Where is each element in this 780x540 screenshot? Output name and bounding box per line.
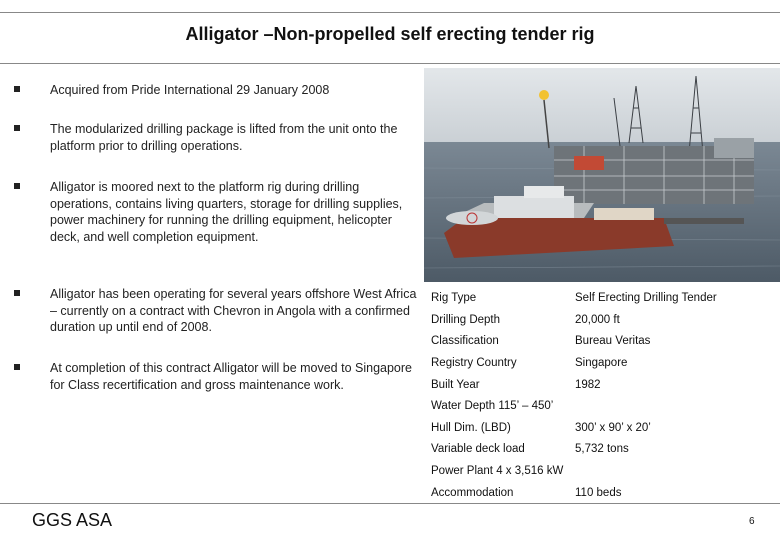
company-name: GGS ASA: [32, 510, 113, 530]
spec-row: [431, 465, 563, 477]
spec-label: Built Year: [431, 379, 480, 391]
spec-label: Drilling Depth: [431, 314, 501, 326]
bullet-marker: [14, 364, 20, 370]
spec-value: 1982: [575, 379, 601, 391]
spec-value: Self Erecting Drilling Tender: [575, 292, 717, 304]
spec-label: Registry Country: [431, 357, 517, 369]
spec-label: Water Depth 115’ – 450’: [431, 400, 554, 412]
spec-row: [431, 400, 553, 412]
bullet-text: Alligator has been operating for several years offshore West Africa – currently on a contract with Chevron in Angola with a confirmed duration up until end of 2008.: [50, 287, 417, 334]
spec-row: [431, 335, 651, 347]
spec-label: Accommodation: [431, 487, 514, 499]
spec-value: Bureau Veritas: [575, 335, 651, 347]
spec-row: [431, 292, 717, 304]
slide-title: Alligator –Non-propelled self erecting tender rig: [185, 24, 595, 44]
page-number: 6: [749, 516, 755, 527]
spec-label: Power Plant 4 x 3,516 kW: [431, 465, 564, 477]
spec-row: [431, 422, 651, 434]
spec-label: Hull Dim. (LBD): [431, 422, 511, 434]
footer-rule: [0, 503, 780, 504]
title-rule: [0, 63, 780, 64]
bullet-text: Alligator is moored next to the platform rig during drilling operations, contains living quarters, storage for drilling supplies, power machinery for running the drilling equipment, helicopter deck, and well completion equipment.: [50, 180, 403, 244]
spec-label: Variable deck load: [431, 443, 525, 455]
spec-label: Classification: [431, 335, 499, 347]
top-rule: [0, 12, 780, 13]
bullet-text: The modularized drilling package is lifted from the unit onto the platform prior to drilling operations.: [50, 122, 398, 153]
spec-row: [431, 487, 622, 499]
spec-value: Singapore: [575, 357, 628, 369]
bullet-text: At completion of this contract Alligator will be moved to Singapore for Class recertification and gross maintenance work.: [50, 361, 412, 392]
spec-value: 20,000 ft: [575, 314, 620, 326]
spec-label: Rig Type: [431, 292, 477, 304]
spec-row: [431, 443, 629, 455]
bullet-marker: [14, 290, 20, 296]
spec-row: [431, 379, 601, 391]
spec-value: 300’ x 90’ x 20’: [575, 422, 651, 434]
spec-row: [431, 314, 620, 326]
spec-value: 110 beds: [575, 487, 622, 499]
bullet-marker: [14, 86, 20, 92]
bullet-text: Acquired from Pride International 29 January 2008: [50, 83, 330, 97]
bullet-marker: [14, 183, 20, 189]
rig-photo: [424, 68, 780, 282]
bullet-marker: [14, 125, 20, 131]
spec-row: [431, 357, 628, 369]
spec-value: 5,732 tons: [575, 443, 629, 455]
